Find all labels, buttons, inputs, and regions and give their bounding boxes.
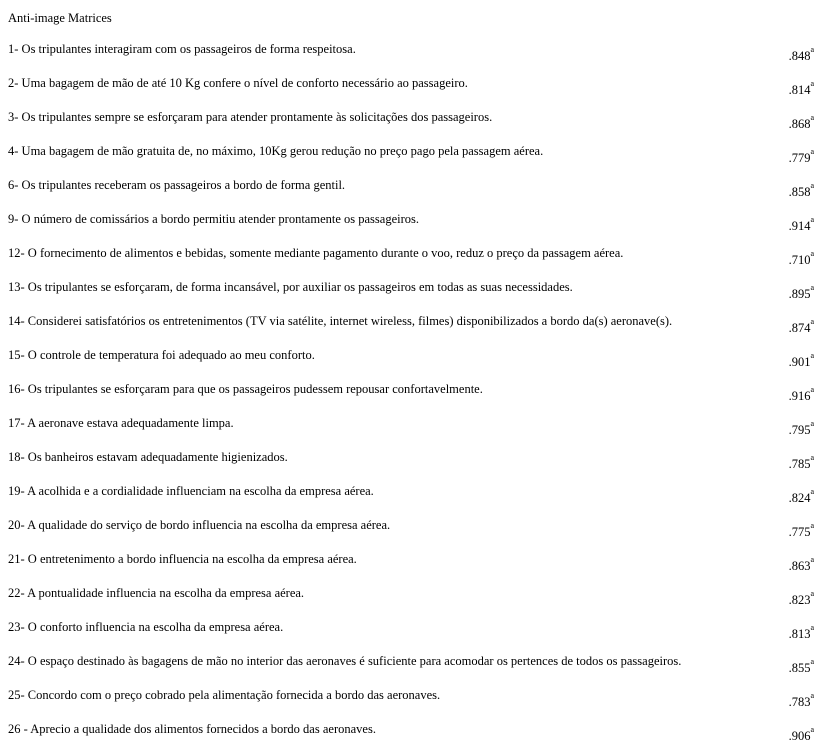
value-number: .855 [788, 661, 811, 675]
item-value [788, 344, 814, 369]
item-value [788, 446, 814, 471]
value-number: .783 [788, 695, 811, 709]
value-number: .901 [788, 355, 811, 369]
value-superscript: a [810, 147, 814, 156]
item-value [788, 548, 814, 573]
list-item [0, 276, 822, 310]
item-value [788, 276, 814, 301]
value-number: .775 [788, 525, 811, 539]
value-superscript: a [810, 79, 814, 88]
list-item [0, 174, 822, 208]
list-item [0, 514, 822, 548]
list-item [0, 106, 822, 140]
item-label: 23- O conforto influencia na escolha da empresa aérea. [8, 620, 284, 634]
item-label: 3- Os tripulantes sempre se esforçaram para atender prontamente às solicitações dos passageiros. [8, 110, 493, 124]
item-value [788, 140, 814, 165]
list-item [0, 616, 822, 650]
item-label: 24- O espaço destinado às bagagens de mão no interior das aeronaves é suficiente para acomodar os pertences de todos os passageiros. [8, 654, 682, 668]
list-item [0, 446, 822, 480]
value-number: .863 [788, 559, 811, 573]
item-value [788, 650, 814, 675]
item-value [788, 242, 814, 267]
value-superscript: a [810, 351, 814, 360]
item-value [788, 174, 814, 199]
item-value [788, 514, 814, 539]
value-number: .795 [788, 423, 811, 437]
item-value [788, 412, 814, 437]
item-label: 6- Os tripulantes receberam os passageiros a bordo de forma gentil. [8, 178, 346, 192]
list-item [0, 310, 822, 344]
item-value [788, 72, 814, 97]
value-superscript: a [810, 113, 814, 122]
value-superscript: a [810, 419, 814, 428]
list-item [0, 548, 822, 582]
item-label: 26 - Aprecio a qualidade dos alimentos fornecidos a bordo das aeronaves. [8, 722, 376, 736]
value-number: .868 [788, 117, 811, 131]
value-number: .895 [788, 287, 811, 301]
value-superscript: a [810, 45, 814, 54]
value-superscript: a [810, 453, 814, 462]
item-label: 21- O entretenimento a bordo influencia na escolha da empresa aérea. [8, 552, 357, 566]
list-item [0, 242, 822, 276]
item-value [788, 718, 814, 743]
value-superscript: a [810, 555, 814, 564]
item-label: 15- O controle de temperatura foi adequado ao meu conforto. [8, 348, 315, 362]
value-superscript: a [810, 181, 814, 190]
value-number: .785 [788, 457, 811, 471]
list-item [0, 684, 822, 718]
list-item [0, 344, 822, 378]
item-value [788, 106, 814, 131]
item-label: 14- Considerei satisfatórios os entretenimentos (TV via satélite, internet wireless, filmes) disponibilizados a bordo da(s) aeronave(s). [8, 314, 673, 328]
list-item [0, 412, 822, 446]
item-label: 25- Concordo com o preço cobrado pela alimentação fornecida a bordo das aeronaves. [8, 688, 441, 702]
value-number: .823 [788, 593, 811, 607]
value-superscript: a [810, 283, 814, 292]
item-value [788, 616, 814, 641]
item-label: 2- Uma bagagem de mão de até 10 Kg confere o nível de conforto necessário ao passageiro. [8, 76, 468, 90]
item-value [788, 38, 814, 63]
list-item [0, 140, 822, 174]
item-value [788, 582, 814, 607]
list-item [0, 38, 822, 72]
value-number: .914 [788, 219, 811, 233]
item-label: 9- O número de comissários a bordo permitiu atender prontamente os passageiros. [8, 212, 419, 226]
value-number: .848 [788, 49, 811, 63]
value-number: .824 [788, 491, 811, 505]
value-superscript: a [810, 691, 814, 700]
value-superscript: a [810, 725, 814, 734]
value-number: .813 [788, 627, 811, 641]
value-superscript: a [810, 385, 814, 394]
item-label: 17- A aeronave estava adequadamente limpa. [8, 416, 234, 430]
value-number: .858 [788, 185, 811, 199]
list-item [0, 208, 822, 242]
item-label: 22- A pontualidade influencia na escolha da empresa aérea. [8, 586, 305, 600]
item-value [788, 310, 814, 335]
item-value [788, 208, 814, 233]
value-superscript: a [810, 215, 814, 224]
value-number: .874 [788, 321, 811, 335]
value-number: .814 [788, 83, 811, 97]
value-superscript: a [810, 487, 814, 496]
item-label: 4- Uma bagagem de mão gratuita de, no máximo, 10Kg gerou redução no preço pago pela passagem aérea. [8, 144, 544, 158]
item-value [788, 480, 814, 505]
value-superscript: a [810, 623, 814, 632]
item-value [788, 378, 814, 403]
item-list [0, 38, 822, 752]
list-item [0, 72, 822, 106]
item-label: 20- A qualidade do serviço de bordo influencia na escolha da empresa aérea. [8, 518, 391, 532]
value-number: .906 [788, 729, 811, 743]
value-superscript: a [810, 521, 814, 530]
list-item [0, 582, 822, 616]
item-label: 16- Os tripulantes se esforçaram para que os passageiros pudessem repousar confortavelmente. [8, 382, 483, 396]
list-item [0, 650, 822, 684]
item-value [788, 684, 814, 709]
value-superscript: a [810, 589, 814, 598]
value-number: .779 [788, 151, 811, 165]
value-superscript: a [810, 657, 814, 666]
item-label: 13- Os tripulantes se esforçaram, de forma incansável, por auxiliar os passageiros em todas as suas necessidades. [8, 280, 573, 294]
item-label: 19- A acolhida e a cordialidade influenciam na escolha da empresa aérea. [8, 484, 374, 498]
value-number: .710 [788, 253, 811, 267]
page-title: Anti-image Matrices [8, 11, 112, 25]
list-item [0, 718, 822, 752]
value-number: .916 [788, 389, 811, 403]
list-item [0, 378, 822, 412]
value-superscript: a [810, 317, 814, 326]
item-label: 12- O fornecimento de alimentos e bebidas, somente mediante pagamento durante o voo, reduz o preço da passagem aérea. [8, 246, 624, 260]
item-label: 18- Os banheiros estavam adequadamente higienizados. [8, 450, 288, 464]
list-item [0, 480, 822, 514]
item-label: 1- Os tripulantes interagiram com os passageiros de forma respeitosa. [8, 42, 356, 56]
value-superscript: a [810, 249, 814, 258]
